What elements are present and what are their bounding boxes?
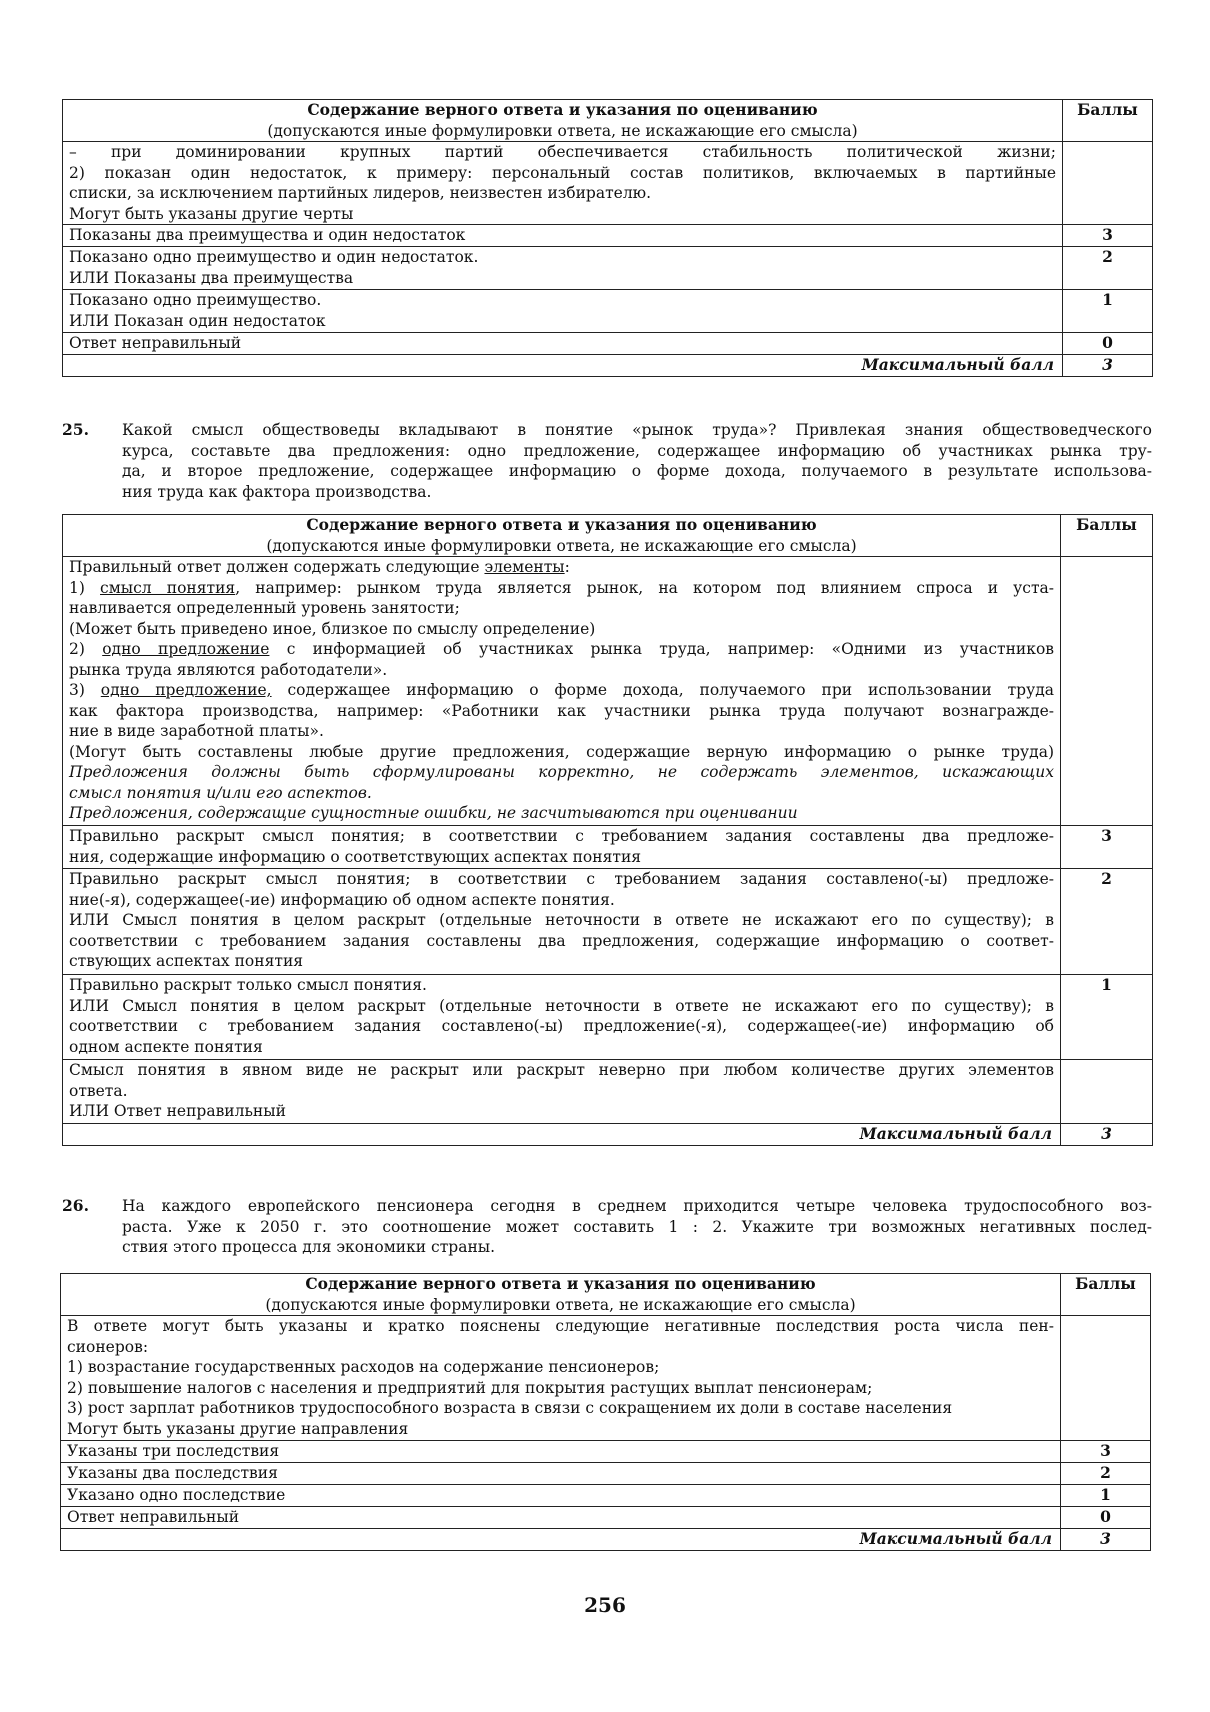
max-score-value: 3: [1061, 1529, 1151, 1551]
text-line: Смысл понятия в явном виде не раскрыт или раскрыт неверно при любом количестве других элементов: [69, 1061, 1054, 1079]
text-line: Предложения должны быть сформулированы корректно, не содержать элементов, искажающих: [69, 763, 1054, 781]
text-fragment: :: [564, 558, 570, 576]
answer-content-cell: [61, 1316, 1061, 1441]
text-line: Показано одно преимущество.: [69, 291, 322, 309]
text-line: Какой смысл обществоведы вкладывают в понятие «рынок труда»? Привлекая знания обществоведческого: [122, 421, 1152, 439]
text-line: Правильно раскрыт только смысл понятия.: [69, 976, 427, 994]
score-cell: [1063, 142, 1153, 225]
table-row: [63, 333, 1153, 355]
underlined-term: одно предложение: [102, 640, 270, 658]
table-row: [63, 869, 1153, 975]
underlined-term: смысл понятия: [100, 578, 236, 597]
text-fragment: Правильный ответ должен содержать следующие: [69, 558, 485, 576]
answer-content-cell: [63, 557, 1061, 826]
criterion-cell: [63, 333, 1063, 355]
text-line: Правильно раскрыт смысл понятия; в соответствии с требованием задания составлены два предложе-: [69, 827, 1054, 845]
text-line: как фактора производства, например: «Работники как участники рынка труда получают вознагражде-: [69, 701, 1054, 720]
max-score-value: 3: [1061, 1124, 1153, 1146]
table-header-row: [63, 100, 1153, 142]
text-line: [69, 578, 1054, 599]
text-fragment: , например: рынком труда является рынок, на котором под влиянием спроса и уста-: [235, 578, 1055, 597]
text-line: сионеров:: [67, 1337, 149, 1356]
score-cell: [1061, 1060, 1153, 1124]
max-score-row: [63, 355, 1153, 377]
text-line: Ответ неправильный: [69, 334, 242, 352]
text-line: [69, 680, 1054, 701]
text-line: соответствии с требованием задания составлено(-ы) предложение(-я), содержащее(-ие) информацию об: [69, 1017, 1054, 1035]
table-row: [63, 826, 1153, 869]
table-row: [61, 1316, 1151, 1441]
score-cell: 0: [1061, 1507, 1151, 1529]
max-score-value: 3: [1063, 355, 1153, 377]
text-line: Показано одно преимущество и один недостаток.: [69, 248, 479, 266]
column-subtitle: (допускаются иные формулировки ответа, не искажающие его смысла): [266, 536, 857, 555]
text-line: ответа.: [69, 1081, 128, 1100]
text-line: ИЛИ Показан один недостаток: [69, 311, 326, 330]
text-line: ИЛИ Смысл понятия в целом раскрыт (отдельные неточности в ответе не искажают его по существу); в: [69, 911, 1054, 929]
scoring-table-25: [62, 514, 1153, 1146]
question-26: [62, 1196, 1152, 1260]
criterion-cell: [63, 869, 1061, 975]
score-cell: 3: [1061, 1441, 1151, 1463]
score-column-header: Баллы: [1063, 100, 1153, 142]
max-score-row: [63, 1124, 1153, 1146]
text-line: На каждого европейского пенсионера сегодня в среднем приходится четыре человека трудоспособного воз-: [122, 1197, 1152, 1215]
criterion-cell: [63, 1060, 1061, 1124]
text-line: ствия этого процесса для экономики страны.: [122, 1238, 496, 1256]
table-row: [63, 1060, 1153, 1124]
question-number: 26.: [62, 1196, 89, 1215]
criterion-cell: [63, 225, 1063, 247]
score-cell: 2: [1063, 247, 1153, 290]
text-line: соответствии с требованием задания составлены два предложения, содержащие информацию о соответ-: [69, 931, 1054, 950]
text-line: ИЛИ Показаны два преимущества: [69, 268, 354, 287]
text-line: ние(-я), содержащее(-ие) информацию об одном аспекте понятия.: [69, 890, 615, 909]
text-fragment: 1): [69, 578, 101, 597]
scoring-table-26: [60, 1273, 1151, 1551]
text-line: (Могут быть составлены любые другие предложения, содержащие верную информацию о рынке труда): [69, 742, 1054, 761]
text-fragment: содержащее информацию о форме дохода, получаемого при использовании труда: [271, 681, 1054, 699]
criterion-cell: [61, 1441, 1061, 1463]
text-line: 2) показан один недостаток, к примеру: персональный состав политиков, включаемых в партийные: [69, 163, 1056, 182]
text-fragment: с информацией об участниках рынка труда, например: «Одними из участников: [269, 640, 1055, 658]
text-line: навливается определенный уровень занятости;: [69, 599, 460, 617]
max-score-label: Максимальный балл: [63, 355, 1063, 377]
column-title: Содержание верного ответа и указания по оцениванию: [307, 100, 818, 119]
text-line: рынка труда являются работодатели».: [69, 660, 388, 679]
max-score-label: Максимальный балл: [63, 1124, 1061, 1146]
scoring-table-24: [62, 99, 1153, 377]
text-line: [69, 639, 1054, 660]
text-line: [69, 557, 1054, 578]
text-line: ИЛИ Смысл понятия в целом раскрыт (отдельные неточности в ответе не искажают его по существу); в: [69, 996, 1054, 1015]
table-header-row: [63, 515, 1153, 557]
text-fragment: 2): [69, 640, 103, 658]
page-number: 256: [584, 1593, 626, 1617]
text-line: 1) возрастание государственных расходов на содержание пенсионеров;: [67, 1358, 660, 1376]
criterion-cell: [61, 1507, 1061, 1529]
question-text: [122, 420, 1152, 502]
score-cell: 3: [1061, 826, 1153, 869]
text-line: Указаны три последствия: [67, 1442, 280, 1460]
text-line: раста. Уже к 2050 г. это соотношение может составить 1 : 2. Укажите три возможных негативных послед-: [122, 1217, 1152, 1236]
text-line: ствующих аспектах понятия: [69, 952, 304, 970]
text-line: курса, составьте два предложения: одно предложение, содержащее информацию об участниках рынка тру-: [122, 441, 1152, 460]
text-line: ния труда как фактора производства.: [122, 482, 432, 501]
table-row: [61, 1507, 1151, 1529]
column-title: Содержание верного ответа и указания по оцениванию: [305, 1274, 816, 1293]
text-line: – при доминировании крупных партий обеспечивается стабильность политической жизни;: [69, 143, 1056, 161]
table-row: [61, 1463, 1151, 1485]
criterion-cell: [63, 247, 1063, 290]
table-row: [63, 247, 1153, 290]
score-cell: 2: [1061, 869, 1153, 975]
table-row: [63, 975, 1153, 1060]
max-score-row: [61, 1529, 1151, 1551]
criterion-cell: [63, 975, 1061, 1060]
content-column-header: [63, 100, 1063, 142]
column-subtitle: (допускаются иные формулировки ответа, не искажающие его смысла): [267, 121, 858, 140]
table-row: [63, 290, 1153, 333]
table-row: [61, 1441, 1151, 1463]
text-line: 2) повышение налогов с населения и предприятий для покрытия растущих выплат пенсионерам;: [67, 1378, 873, 1397]
column-title: Содержание верного ответа и указания по оцениванию: [306, 515, 817, 534]
text-line: смысл понятия и/или его аспектов.: [69, 783, 372, 802]
score-cell: 3: [1063, 225, 1153, 247]
score-column-header: Баллы: [1061, 515, 1153, 557]
text-line: ние в виде заработной платы».: [69, 722, 324, 740]
question-number: 25.: [62, 420, 89, 439]
score-cell: 2: [1061, 1463, 1151, 1485]
column-subtitle: (допускаются иные формулировки ответа, не искажающие его смысла): [265, 1295, 856, 1314]
table-row: [63, 557, 1153, 826]
text-line: Ответ неправильный: [67, 1508, 240, 1526]
text-line: Могут быть указаны другие направления: [67, 1419, 409, 1438]
text-line: (Может быть приведено иное, близкое по смыслу определение): [69, 619, 596, 638]
question-25: [62, 420, 1152, 504]
table-header-row: [61, 1274, 1151, 1316]
criterion-cell: [63, 290, 1063, 333]
text-line: Указаны два последствия: [67, 1464, 278, 1482]
score-cell: 1: [1061, 975, 1153, 1060]
text-fragment: 3): [69, 681, 101, 699]
answer-content-cell: [63, 142, 1063, 225]
text-line: В ответе могут быть указаны и кратко пояснены следующие негативные последствия роста числа пен-: [67, 1317, 1054, 1335]
text-line: да, и второе предложение, содержащее информацию о форме дохода, получаемого в результате использова-: [122, 462, 1152, 480]
score-cell: 0: [1063, 333, 1153, 355]
text-line: Указано одно последствие: [67, 1486, 286, 1504]
table-row: [63, 225, 1153, 247]
max-score-label: Максимальный балл: [61, 1529, 1061, 1551]
content-column-header: [63, 515, 1061, 557]
text-line: Предложения, содержащие сущностные ошибки, не засчитываются при оценивании: [69, 804, 798, 822]
underlined-term: одно предложение,: [100, 681, 272, 699]
underlined-term: элементы: [484, 558, 565, 576]
score-cell: 1: [1063, 290, 1153, 333]
criterion-cell: [63, 826, 1061, 869]
content-column-header: [61, 1274, 1061, 1316]
text-line: ния, содержащие информацию о соответствующих аспектах понятия: [69, 847, 642, 866]
text-line: списки, за исключением партийных лидеров, неизвестен избирателю.: [69, 184, 652, 202]
criterion-cell: [61, 1485, 1061, 1507]
criterion-cell: [61, 1463, 1061, 1485]
table-row: [63, 142, 1153, 225]
score-cell: [1061, 1316, 1151, 1441]
score-cell: 1: [1061, 1485, 1151, 1507]
text-line: Могут быть указаны другие черты: [69, 204, 354, 223]
text-line: Показаны два преимущества и один недостаток: [69, 226, 466, 244]
text-line: Правильно раскрыт смысл понятия; в соответствии с требованием задания составлено(-ы) предложе-: [69, 870, 1054, 888]
question-text: [122, 1196, 1152, 1258]
score-column-header: Баллы: [1061, 1274, 1151, 1316]
score-cell: [1061, 557, 1153, 826]
text-line: ИЛИ Ответ неправильный: [69, 1102, 286, 1120]
text-line: 3) рост зарплат работников трудоспособного возраста в связи с сокращением их доли в составе населения: [67, 1399, 953, 1417]
text-line: одном аспекте понятия: [69, 1037, 263, 1056]
table-row: [61, 1485, 1151, 1507]
